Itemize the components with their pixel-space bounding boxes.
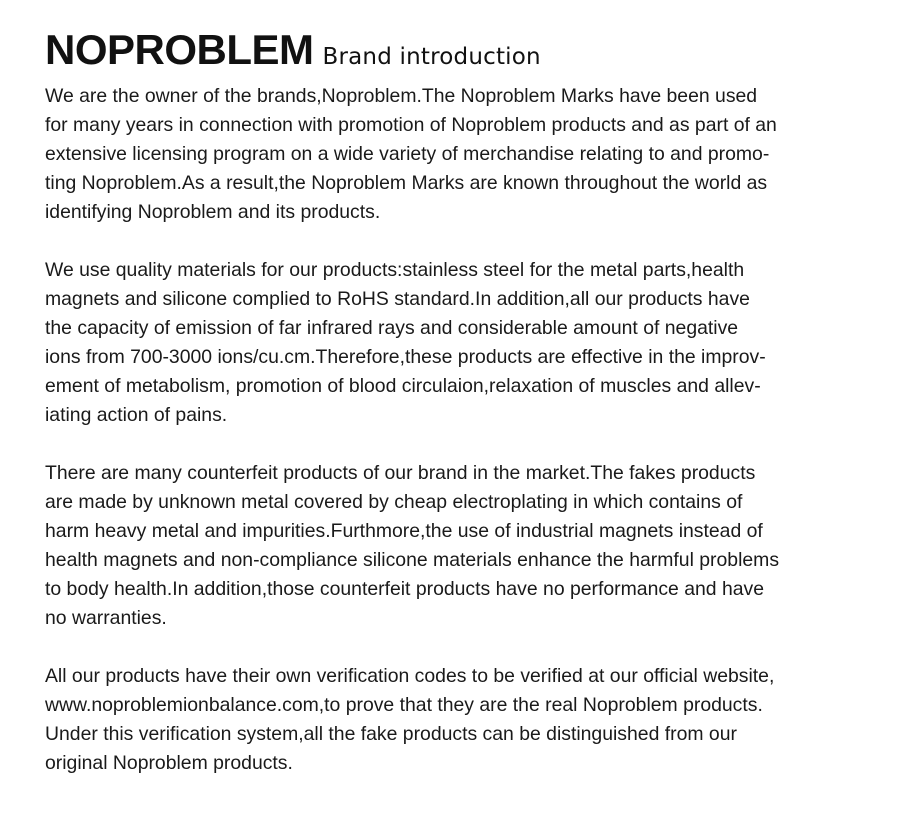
text-line: There are many counterfeit products of our brand in the market.The fakes products xyxy=(45,462,756,484)
paragraph-counterfeits xyxy=(45,459,875,633)
page-heading xyxy=(45,28,875,72)
text-line: no warranties. xyxy=(45,607,167,629)
text-line: ions from 700-3000 ions/cu.cm.Therefore,these products are effective in the improv- xyxy=(45,346,766,368)
text-line: the capacity of emission of far infrared rays and considerable amount of negative xyxy=(45,317,739,339)
page-subtitle: Brand introduction xyxy=(322,44,541,70)
text-line: identifying Noproblem and its products. xyxy=(45,201,381,223)
paragraph-verification xyxy=(45,662,875,778)
text-line: We use quality materials for our products:stainless steel for the metal parts,health xyxy=(45,259,745,281)
text-line: ting Noproblem.As a result,the Noproblem Marks are known throughout the world as xyxy=(45,172,768,194)
brand-introduction-document xyxy=(45,28,875,807)
text-line: ement of metabolism, promotion of blood circulaion,relaxation of muscles and allev- xyxy=(45,375,761,397)
text-line: magnets and silicone complied to RoHS standard.In addition,all our products have xyxy=(45,288,750,310)
text-line: www.noproblemionbalance.com,to prove that they are the real Noproblem products. xyxy=(45,694,763,716)
text-line: extensive licensing program on a wide variety of merchandise relating to and promo- xyxy=(45,143,770,165)
text-line: are made by unknown metal covered by cheap electroplating in which contains of xyxy=(45,491,743,513)
text-line: All our products have their own verification codes to be verified at our official website, xyxy=(45,665,775,687)
text-line: original Noproblem products. xyxy=(45,752,293,774)
text-line: harm heavy metal and impurities.Furthmore,the use of industrial magnets instead of xyxy=(45,520,763,542)
text-line: to body health.In addition,those counterfeit products have no performance and have xyxy=(45,578,765,600)
paragraph-brand-ownership xyxy=(45,82,875,227)
brand-name: NOPROBLEM xyxy=(45,26,314,73)
text-line: iating action of pains. xyxy=(45,404,228,426)
text-line: We are the owner of the brands,Noproblem.The Noproblem Marks have been used xyxy=(45,85,758,107)
text-line: Under this verification system,all the fake products can be distinguished from our xyxy=(45,723,737,745)
text-line: for many years in connection with promotion of Noproblem products and as part of an xyxy=(45,114,777,136)
text-line: health magnets and non-compliance silicone materials enhance the harmful problems xyxy=(45,549,780,571)
paragraph-materials xyxy=(45,256,875,430)
